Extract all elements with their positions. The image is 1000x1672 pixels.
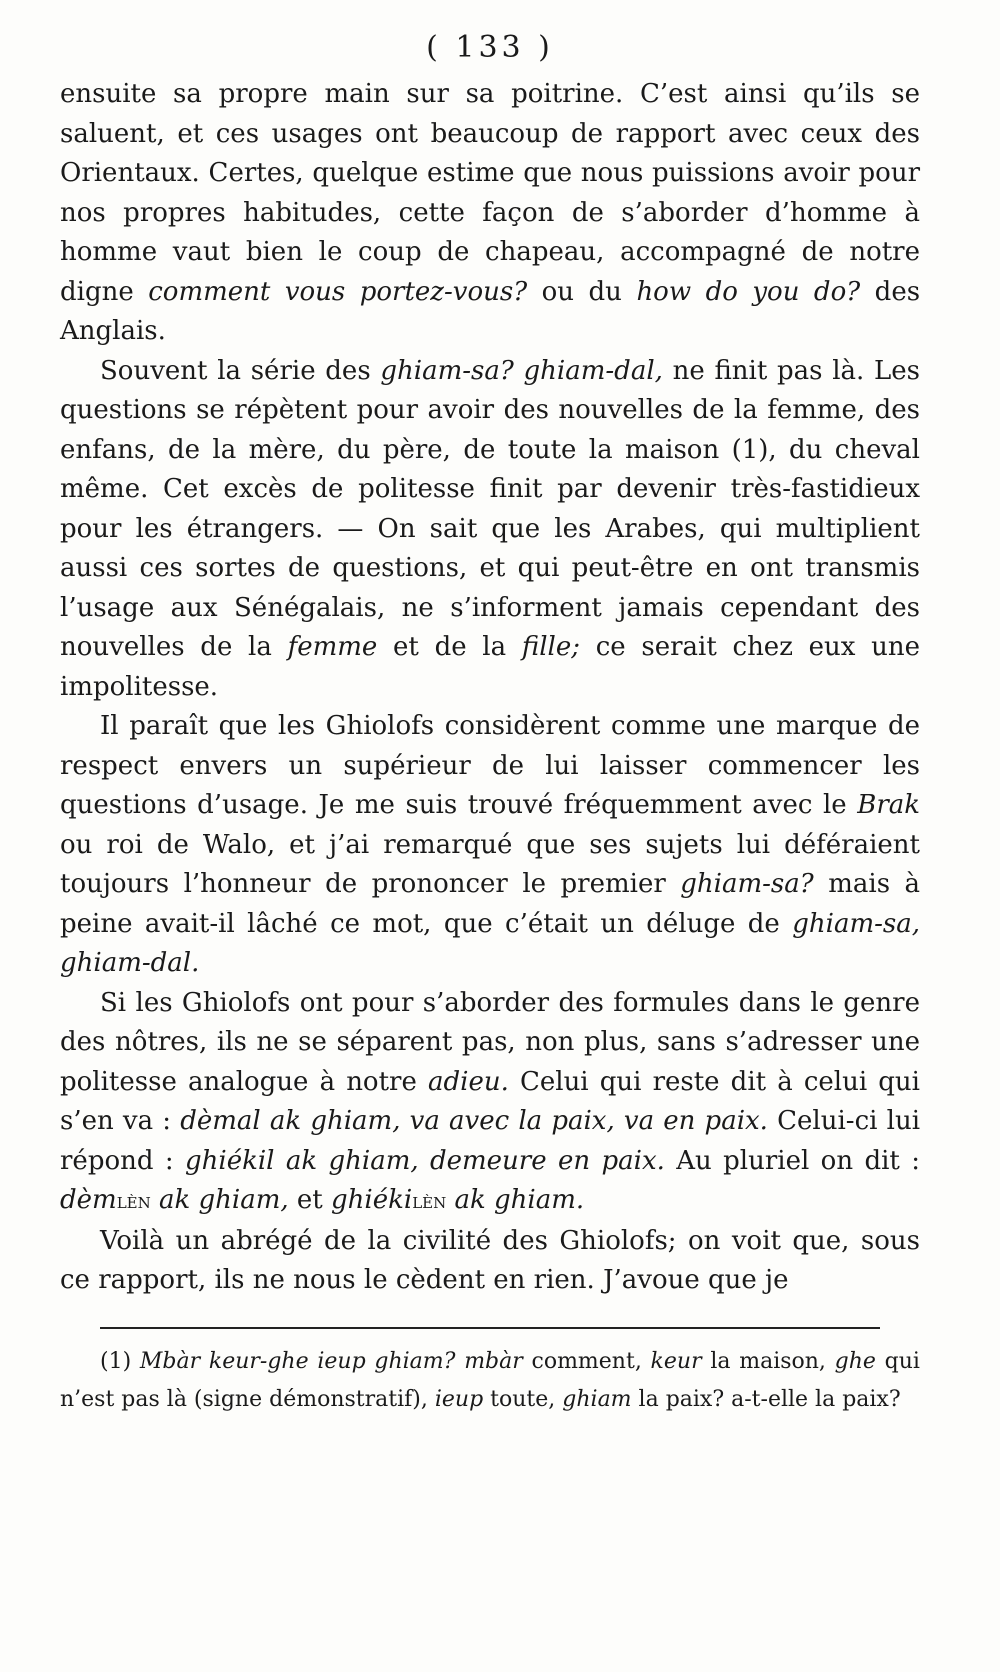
p2-text-d: ce serait chez eux une impolitesse. — [60, 632, 920, 702]
footnote-italic-2: mbàr — [464, 1348, 523, 1374]
footnote-text-f: la paix? a-t-elle la paix? — [638, 1386, 901, 1412]
paragraph-3 — [60, 707, 920, 984]
p3-italic-3: ghiam-sa, ghiam-dal. — [60, 908, 920, 978]
p4-italic-2: dèmal ak ghiam, va avec la paix, va en paix. — [180, 1106, 768, 1136]
paragraph-4 — [60, 984, 920, 1222]
p4-text-a: Si les Ghiolofs ont pour s’aborder des formules dans le genre des nôtres, ils ne se séparent pas, non plus, sans s’adresser une politesse analogue à notre — [60, 987, 920, 1097]
p4-smallcaps-2: lèn — [412, 1188, 447, 1214]
paragraph-1 — [60, 75, 920, 352]
p4-text-d: Au pluriel on dit : — [676, 1145, 920, 1176]
p3-italic-1: Brak — [857, 790, 921, 820]
p1-text-mid: ou du — [541, 276, 622, 307]
footnote-italic-1: Mbàr keur-ghe ieup ghiam? — [139, 1348, 456, 1374]
footnote-marker: (1) — [100, 1348, 132, 1374]
footnote-italic-5: ieup — [434, 1386, 484, 1412]
book-page — [60, 30, 920, 1419]
main-text — [60, 75, 920, 1301]
p2-italic-2: femme — [287, 632, 378, 662]
p3-text-c: mais à peine avait-il lâché ce mot, que c’était un déluge de — [60, 869, 921, 939]
footnote — [60, 1343, 920, 1419]
p4-italic-1: adieu. — [427, 1066, 509, 1097]
p2-text-b: ne finit pas là. Les questions se répètent pour avoir des nouvelles de la femme, des enfans, de la mère, du père, de toute la maison (1), du cheval même. Cet excès de politesse finit par devenir très-fastidieux pour les étrangers. — On sait que les Arabes, qui multiplient aussi ces sortes de questions, et qui peut-être en ont transmis l’usage aux Sénégalais, ne s’informent jamais cependant des nouvelles de la — [60, 355, 921, 662]
p3-italic-2: ghiam-sa? — [680, 869, 814, 899]
p2-italic-1: ghiam-sa? ghiam-dal, — [380, 355, 663, 386]
p1-text: ensuite sa propre main sur sa poitrine. C’est ainsi qu’ils se saluent, et ces usages ont beaucoup de rapport avec ceux des Orientaux. Certes, quelque estime que nous puissions avoir pour nos propres habitudes, cette façon de s’aborder d’homme à homme vaut bien le coup de chapeau, accompagné de notre digne — [60, 79, 920, 307]
p1-italic-1: comment vous portez-vous? — [148, 276, 528, 307]
footnote-italic-6: ghiam — [562, 1386, 632, 1412]
p4-italic-3: ghiékil ak ghiam, demeure en paix. — [185, 1145, 665, 1176]
footnote-italic-3: keur — [650, 1348, 702, 1374]
p3-text-a: Il paraît que les Ghiolofs considèrent comme une marque de respect envers un supérieur de lui laisser commencer les questions d’usage. Je me suis trouvé fréquemment avec le — [60, 711, 920, 820]
p2-text-c: et de la — [393, 632, 507, 662]
p1-italic-2: how do you do? — [636, 276, 861, 307]
p4-smallcaps-1: lèn — [116, 1188, 151, 1214]
p4-italic-4a: dèm — [60, 1185, 117, 1215]
footnote-text-b: comment, — [531, 1348, 642, 1374]
page-number: ( 133 ) — [426, 30, 554, 65]
p4-italic-4b: ak ghiam, — [159, 1185, 289, 1215]
p2-italic-3: fille; — [521, 632, 580, 662]
p2-text-a: Souvent la série des — [100, 355, 371, 386]
p4-text-e: et — [296, 1185, 323, 1215]
footnote-text-e: toute, — [490, 1386, 556, 1412]
footnote-text-c: la maison, — [710, 1348, 826, 1374]
p4-text-c: Celui-ci lui répond : — [60, 1106, 921, 1176]
paragraph-5: Voilà un abrégé de la civilité des Ghiolofs; on voit que, sous ce rapport, ils ne nous le cèdent en rien. J’avoue que je — [60, 1225, 920, 1295]
paragraph-2 — [60, 352, 920, 708]
footnote-italic-4: ghe — [834, 1348, 876, 1374]
footnote-divider — [100, 1327, 880, 1329]
p4-italic-5a: ghiéki — [331, 1185, 413, 1215]
footnote-text-d: qui n’est pas là (signe démonstratif), — [60, 1348, 920, 1412]
p4-italic-5b: ak ghiam. — [454, 1185, 585, 1215]
p1-text-end: des Anglais. — [60, 276, 921, 346]
p4-text-b: Celui qui reste dit à celui qui s’en va : — [60, 1066, 920, 1136]
p3-text-b: ou roi de Walo, et j’ai remarqué que ses sujets lui déféraient toujours l’honneur de prononcer le premier — [60, 829, 920, 899]
